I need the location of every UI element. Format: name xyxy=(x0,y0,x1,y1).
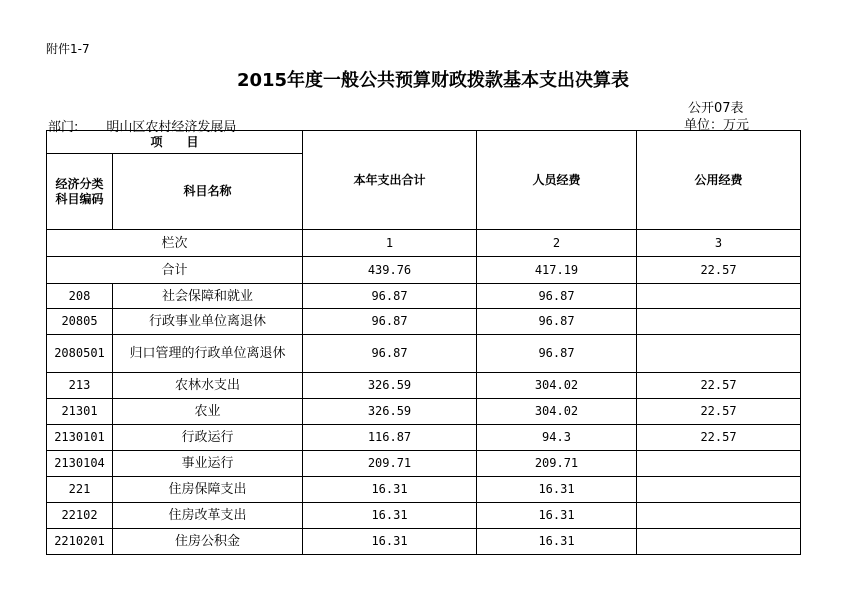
table-row xyxy=(47,309,801,335)
row-code: 2080501 xyxy=(47,335,113,373)
row-personnel: 16.31 xyxy=(477,477,637,503)
header-total: 本年支出合计 xyxy=(303,131,477,230)
total-row-total: 439.76 xyxy=(303,257,477,284)
row-name: 住房保障支出 xyxy=(113,477,303,503)
row-code: 22102 xyxy=(47,503,113,529)
row-code: 2210201 xyxy=(47,529,113,555)
row-public: 22.57 xyxy=(637,373,801,399)
department-label: 部门: xyxy=(48,120,79,135)
index-col-1: 1 xyxy=(303,230,477,257)
table-row xyxy=(47,451,801,477)
row-total: 326.59 xyxy=(303,399,477,425)
header-name: 科目名称 xyxy=(113,154,303,230)
row-public xyxy=(637,284,801,309)
row-code: 20805 xyxy=(47,309,113,335)
row-personnel: 96.87 xyxy=(477,284,637,309)
row-personnel: 304.02 xyxy=(477,399,637,425)
table-row xyxy=(47,477,801,503)
row-public xyxy=(637,451,801,477)
table-row xyxy=(47,529,801,555)
row-total: 96.87 xyxy=(303,284,477,309)
form-number: 公开07表 xyxy=(688,101,744,116)
row-personnel: 209.71 xyxy=(477,451,637,477)
page-title: 2015年度一般公共预算财政拨款基本支出决算表 xyxy=(236,70,630,91)
row-total: 96.87 xyxy=(303,335,477,373)
unit-label: 单位：万元 xyxy=(684,118,750,133)
row-name: 行政事业单位离退休 xyxy=(113,309,303,335)
table-row xyxy=(47,373,801,399)
table-row xyxy=(47,503,801,529)
row-total: 96.87 xyxy=(303,309,477,335)
table-row xyxy=(47,284,801,309)
table-row xyxy=(47,425,801,451)
row-total: 16.31 xyxy=(303,529,477,555)
table-row xyxy=(47,399,801,425)
row-public xyxy=(637,529,801,555)
row-name: 归口管理的行政单位离退休 xyxy=(113,335,303,373)
row-total: 116.87 xyxy=(303,425,477,451)
total-row-label: 合计 xyxy=(47,257,303,284)
row-total: 16.31 xyxy=(303,477,477,503)
row-name: 住房改革支出 xyxy=(113,503,303,529)
header-code: 经济分类科目编码 xyxy=(47,154,113,230)
header-public: 公用经费 xyxy=(637,131,801,230)
row-personnel: 16.31 xyxy=(477,503,637,529)
table-row xyxy=(47,335,801,373)
row-name: 社会保障和就业 xyxy=(113,284,303,309)
row-public xyxy=(637,503,801,529)
row-personnel: 16.31 xyxy=(477,529,637,555)
row-personnel: 304.02 xyxy=(477,373,637,399)
total-row-personnel: 417.19 xyxy=(477,257,637,284)
row-name: 农林水支出 xyxy=(113,373,303,399)
row-code: 208 xyxy=(47,284,113,309)
row-name: 农业 xyxy=(113,399,303,425)
index-col-2: 2 xyxy=(477,230,637,257)
row-public xyxy=(637,309,801,335)
row-total: 209.71 xyxy=(303,451,477,477)
header-personnel: 人员经费 xyxy=(477,131,637,230)
expenditure-table xyxy=(46,130,801,555)
row-code: 221 xyxy=(47,477,113,503)
row-name: 行政运行 xyxy=(113,425,303,451)
row-code: 2130101 xyxy=(47,425,113,451)
index-row-label: 栏次 xyxy=(47,230,303,257)
attachment-label: 附件1-7 xyxy=(46,42,90,56)
row-personnel: 94.3 xyxy=(477,425,637,451)
index-col-3: 3 xyxy=(637,230,801,257)
header-item: 项 目 xyxy=(47,131,303,154)
row-total: 16.31 xyxy=(303,503,477,529)
total-row-public: 22.57 xyxy=(637,257,801,284)
row-total: 326.59 xyxy=(303,373,477,399)
row-public: 22.57 xyxy=(637,399,801,425)
row-name: 事业运行 xyxy=(113,451,303,477)
row-public xyxy=(637,335,801,373)
row-code: 2130104 xyxy=(47,451,113,477)
row-public xyxy=(637,477,801,503)
department-name: 明山区农村经济发展局 xyxy=(106,120,237,135)
row-code: 213 xyxy=(47,373,113,399)
row-name: 住房公积金 xyxy=(113,529,303,555)
row-public: 22.57 xyxy=(637,425,801,451)
row-personnel: 96.87 xyxy=(477,335,637,373)
row-personnel: 96.87 xyxy=(477,309,637,335)
row-code: 21301 xyxy=(47,399,113,425)
